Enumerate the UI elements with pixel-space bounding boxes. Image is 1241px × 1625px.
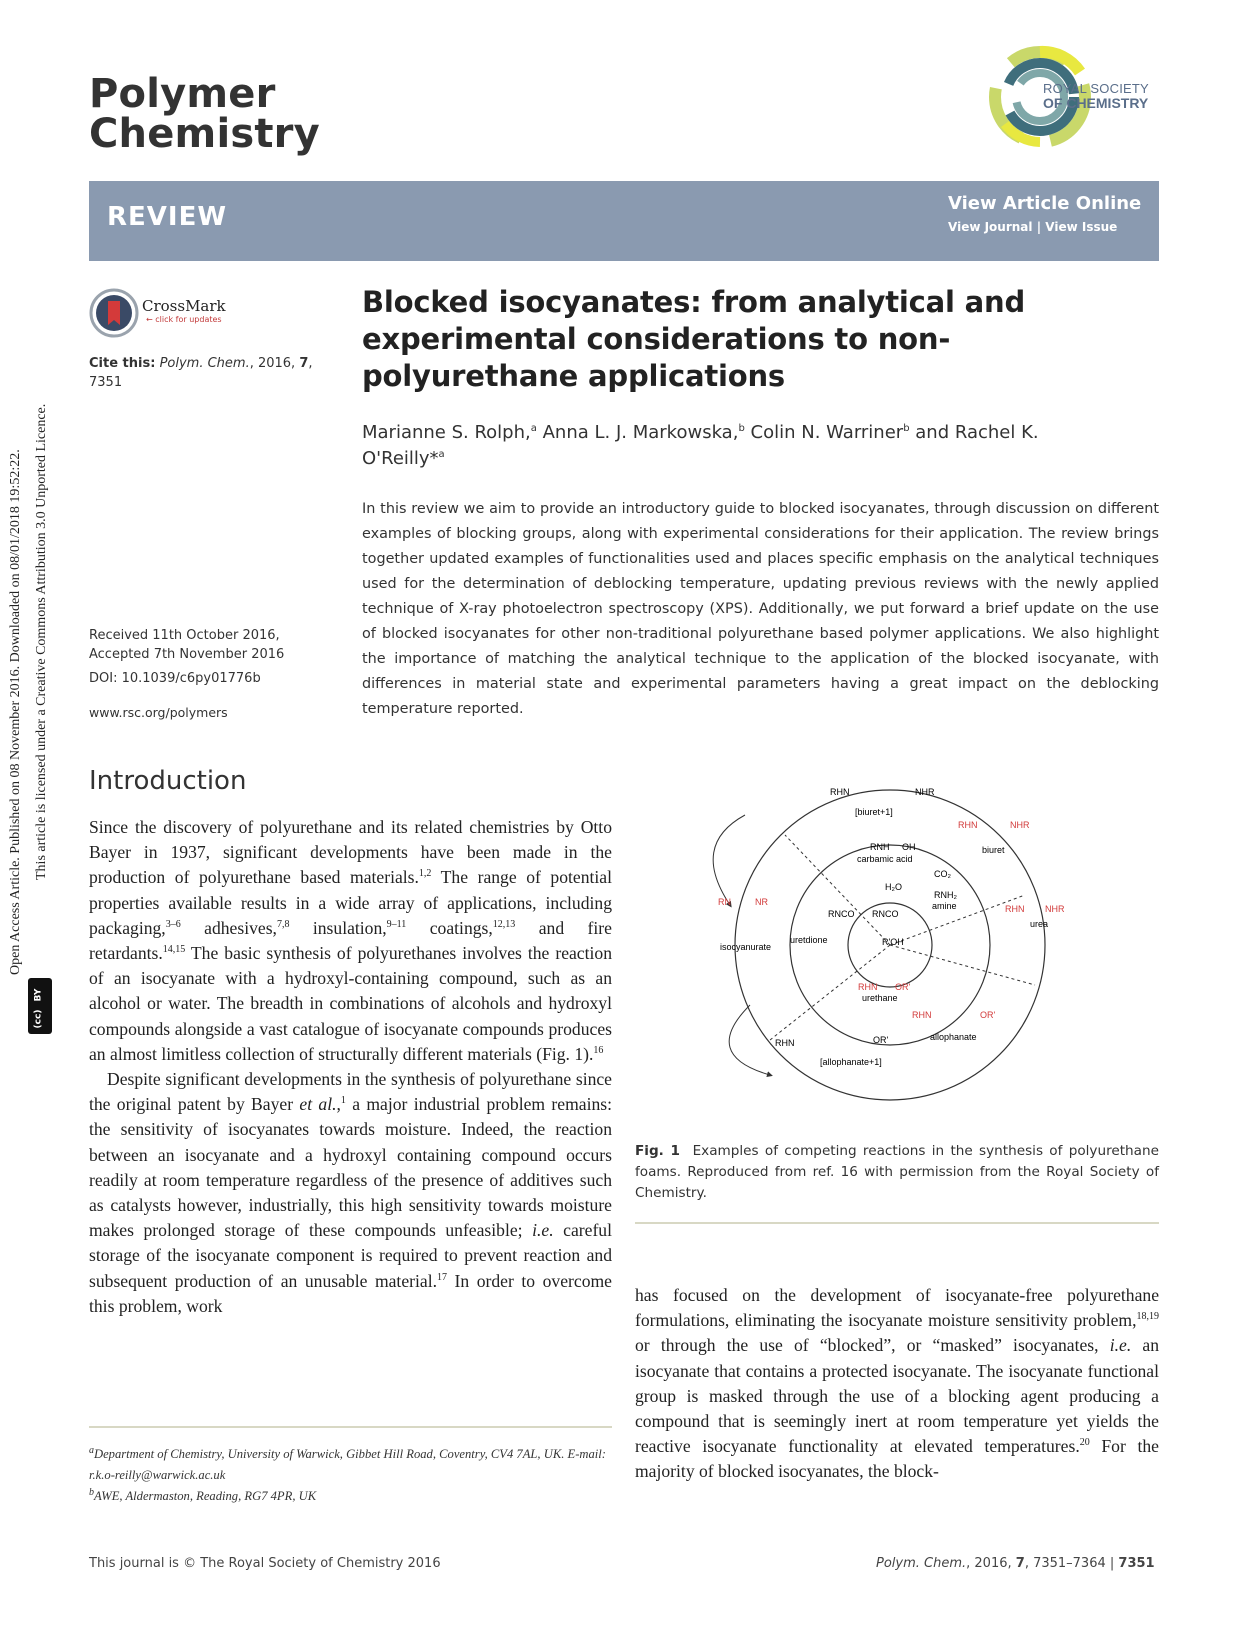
fig-label-rnco-2: RNCO <box>872 909 899 919</box>
citation-ref[interactable]: 18,19 <box>1136 1311 1159 1323</box>
paragraph-text: has focused on the development of isocyanate-free polyurethane formulations, eliminating the isocyanate moisture sensitivity problem, <box>635 1285 1159 1331</box>
author-name: Colin N. Warriner <box>744 422 904 443</box>
paragraph-2 <box>89 1067 612 1319</box>
fig-label-rnh: RNH <box>870 842 890 852</box>
paragraph-text: The basic synthesis of polyurethanes involves the reaction of an isocyanate with a hydroxyl-containing compound, such as an alcohol or water. The breadth in combinations of alcohols and hydroxyl compounds alongside a vast catalogue of isocyanate compounds produces an almost limitless collection of structurally different materials (Fig. 1). <box>89 943 612 1064</box>
author-name: Anna L. J. Markowska, <box>536 422 739 443</box>
author-aff: b <box>738 423 745 434</box>
footnote-b <box>89 1486 612 1507</box>
italic-text: i.e. <box>532 1220 554 1241</box>
fig-label-amine: amine <box>932 901 957 911</box>
licence-notice[interactable]: This article is licensed under a Creative Commons Attribution 3.0 Unported Licence. <box>34 403 49 880</box>
paragraph-1 <box>89 815 612 1067</box>
fig-label-urea: urea <box>1030 919 1049 929</box>
fig-label-allo-plus-or: OR' <box>873 1035 889 1045</box>
rsc-logo-text <box>1043 82 1149 111</box>
citation-ref[interactable]: 17 <box>436 1271 447 1283</box>
fig-label-rhn: RHN <box>830 787 850 797</box>
crossmark-sub <box>146 315 222 324</box>
journal-name <box>89 71 320 157</box>
by-icon: BY <box>33 988 44 1002</box>
fig-label-carbamic: carbamic acid <box>857 854 913 864</box>
banner-separator: | <box>1036 220 1042 234</box>
fig-label-nhr: NHR <box>915 787 935 797</box>
footnote-divider <box>89 1426 612 1428</box>
author-name: and Rachel K. O'Reilly* <box>362 422 1039 469</box>
cite-this <box>89 354 329 392</box>
figure-caption-text: Examples of competing reactions in the synthesis of polyurethane foams. Reproduced from ref. 16 with permission from the Royal Society of Chemistry. <box>635 1143 1159 1201</box>
citation-ref[interactable]: 1,2 <box>418 868 432 880</box>
paragraph-text: The range of potential properties available results in a wide array of applications, including packaging, <box>89 867 612 938</box>
paragraph-text: In order to overcome this problem, work <box>89 1270 612 1316</box>
abstract: In this review we aim to provide an introductory guide to blocked isocyanates, through discussion on different examples of blocking groups, along with experimental considerations for their application. The review brings together updated examples of functionalities used and places specific emphasis on the analytical techniques used for the determination of deblocking temperature, updating previous reviews with the newly applied technique of X-ray photoelectron spectroscopy (XPS). Additionally, we put forward a brief update on the use of blocked isocyanates for other non-traditional polyurethane based polymer applications. We also highlight the importance of matching the analytical technique to the application of the blocked isocyanate, with differences in material state and experimental parameters having a great impact on the deblocking temperature reported. <box>362 501 1159 717</box>
view-issue-link[interactable]: View Issue <box>1045 220 1118 234</box>
crossmark-sub-text: click for updates <box>155 315 222 324</box>
cite-pages: , 7351 <box>89 356 313 390</box>
page-number: 7351 <box>1118 1556 1155 1571</box>
citation-ref[interactable]: 20 <box>1079 1437 1090 1449</box>
footer-pages: , 7351–7364 <box>1024 1556 1106 1571</box>
article-dates <box>89 626 284 664</box>
citation-ref[interactable]: 12,13 <box>492 918 516 930</box>
citation-ref[interactable]: 9–11 <box>386 918 407 930</box>
fig-label-allo-rhn: RHN <box>912 1010 932 1020</box>
fig-label-rnh2: RNH₂ <box>934 890 957 900</box>
paragraph-text: coatings, <box>406 917 493 938</box>
doi[interactable]: DOI: 10.1039/c6py01776b <box>89 671 261 686</box>
journal-name-line1: Polymer <box>89 71 276 117</box>
fig-label-urethane-or: OR' <box>895 982 911 992</box>
fig-label-allo-or: OR' <box>980 1010 996 1020</box>
footnote-marker: b <box>89 1486 94 1498</box>
fig-label-urea-nhr: NHR <box>1045 904 1065 914</box>
paragraph-text: , <box>336 1094 341 1115</box>
article-title: Blocked isocyanates: from analytical and experimental considerations to non-polyurethane applications <box>362 285 1026 393</box>
paragraph-text: and fire retardants. <box>89 917 612 964</box>
footer-citation <box>876 1556 1155 1571</box>
paragraph-text: For the majority of blocked isocyanates, the block- <box>635 1436 1159 1482</box>
fig-label-uretdione: uretdione <box>790 935 828 945</box>
author-list <box>362 420 1122 472</box>
italic-text: i.e. <box>1109 1335 1132 1356</box>
affiliation-footnotes <box>89 1444 612 1507</box>
paragraph-3 <box>635 1283 1159 1485</box>
accepted-date: Accepted 7th November 2016 <box>89 647 285 662</box>
footer-copyright: This journal is © The Royal Society of Chemistry 2016 <box>89 1556 441 1571</box>
footnote-text: Department of Chemistry, University of Warwick, Gibbet Hill Road, Coventry, CV4 7AL, UK. E-mail: r.k.o-reilly@warwick.ac.uk <box>89 1447 606 1482</box>
journal-name-line2: Chemistry <box>89 111 320 157</box>
fig-label-biuret: biuret <box>982 845 1005 855</box>
cite-journal: Polym. Chem. <box>159 356 250 371</box>
paragraph-text: an isocyanate that contains a protected isocyanate. The isocyanate functional group is masked through the use of a blocking agent producing a compound that is seemingly inert at room temperature yet yields the reactive isocyanate functionality at elevated temperatures. <box>635 1335 1159 1457</box>
fig-label-roh: R'OH <box>882 937 904 947</box>
paragraph-text: careful storage of the isocyanate component is required to prevent reaction and subsequent production of an unusable material. <box>89 1220 612 1291</box>
cc-icon: (cc) <box>33 1009 44 1029</box>
cc-by-badge[interactable] <box>28 978 52 1034</box>
fig-label-biuret-plus: [biuret+1] <box>855 807 893 817</box>
crossmark-label[interactable]: CrossMark <box>142 297 226 315</box>
fig-label-co2: CO₂ <box>934 869 951 879</box>
citation-ref[interactable]: 7,8 <box>276 918 290 930</box>
fig-label-urethane: urethane <box>862 993 898 1003</box>
rsc-logo-line2: OF CHEMISTRY <box>1043 95 1149 111</box>
fig-label-rhn-red: RHN <box>958 820 978 830</box>
fig-label-allophanate-plus: [allophanate+1] <box>820 1057 882 1067</box>
figure-caption-label: Fig. 1 <box>635 1143 680 1159</box>
figure-1-caption <box>635 1141 1159 1204</box>
citation-ref[interactable]: 3–6 <box>165 918 181 930</box>
fig-label-allo-plus-rhn: RHN <box>775 1038 795 1048</box>
fig-label-isocyanurate: isocyanurate <box>720 942 772 952</box>
footer-volume: 7 <box>1015 1556 1025 1571</box>
banner-links <box>948 220 1117 234</box>
article-type-label: REVIEW <box>107 202 228 232</box>
body-column-left <box>89 815 612 1319</box>
author-aff: a <box>530 423 537 434</box>
fig-label-oh: OH <box>902 842 916 852</box>
arrow-left-icon: ← <box>146 315 156 324</box>
paragraph-text: or through the use of “blocked”, or “masked” isocyanates, <box>635 1335 1110 1356</box>
cite-prefix: Cite this: <box>89 356 156 371</box>
author-name: Marianne S. Rolph, <box>362 422 531 443</box>
footer-journal: Polym. Chem. <box>876 1556 967 1571</box>
author-aff: a <box>438 449 445 460</box>
citation-ref[interactable]: 1 <box>340 1095 346 1107</box>
footnote-text: AWE, Aldermaston, Reading, RG7 4PR, UK <box>94 1489 317 1503</box>
received-date: Received 11th October 2016, <box>89 628 280 643</box>
footnote-marker: a <box>89 1444 94 1456</box>
paragraph-text: Despite significant developments in the synthesis of polyurethane since the original patent by Bayer <box>89 1069 612 1115</box>
view-journal-link[interactable]: View Journal <box>948 220 1033 234</box>
fig-label-nr: NR <box>755 897 768 907</box>
footer-sep: | <box>1105 1556 1119 1571</box>
body-column-right <box>635 1283 1159 1485</box>
citation-ref[interactable]: 14,15 <box>162 944 186 956</box>
footnote-a <box>89 1444 612 1486</box>
author-aff: b <box>903 423 910 434</box>
fig-label-h2o: H₂O <box>885 882 902 892</box>
fig-label-urethane-rhn: RHN <box>858 982 878 992</box>
italic-text: et al. <box>299 1094 337 1115</box>
view-article-online-link[interactable]: View Article Online <box>948 193 1142 214</box>
fig-label-rn: RN <box>718 897 731 907</box>
fig-label-rnco-1: RNCO <box>828 909 855 919</box>
footer-year: , 2016, <box>966 1556 1016 1571</box>
paragraph-text: insulation, <box>289 917 387 938</box>
open-access-notice: Open Access Article. Published on 08 November 2016. Downloaded on 08/01/2018 19:52:22. <box>8 449 23 975</box>
cite-volume: 7 <box>299 356 309 371</box>
citation-ref[interactable]: 16 <box>593 1044 604 1056</box>
paragraph-text: Since the discovery of polyurethane and its related chemistries by Otto Bayer in 1937, significant developments have been made in the production of polyurethane based materials. <box>89 817 612 888</box>
fig-label-allophanate: allophanate <box>930 1032 977 1042</box>
fig-label-nhr-red: NHR <box>1010 820 1030 830</box>
section-heading-introduction: Introduction <box>89 766 247 796</box>
journal-website-link[interactable]: www.rsc.org/polymers <box>89 705 228 720</box>
fig-label-urea-rhn: RHN <box>1005 904 1025 914</box>
figure-1-reaction-scheme <box>690 775 1090 1115</box>
figure-divider <box>635 1222 1159 1224</box>
paragraph-text: a major industrial problem remains: the sensitivity of isocyanates towards moisture. Indeed, the reaction between an isocyanate and a hydroxyl containing compound occurs readily at room temperature regardless of the presence of additives such as catalysts however, industrially, this high sensitivity towards moisture makes prolonged storage of these compounds unfeasible; <box>89 1094 612 1241</box>
paragraph-text: adhesives, <box>180 917 277 938</box>
cite-year: , 2016, <box>249 356 300 371</box>
crossmark-icon[interactable] <box>89 288 139 338</box>
rsc-logo-line1: ROYAL SOCIETY <box>1043 81 1149 96</box>
